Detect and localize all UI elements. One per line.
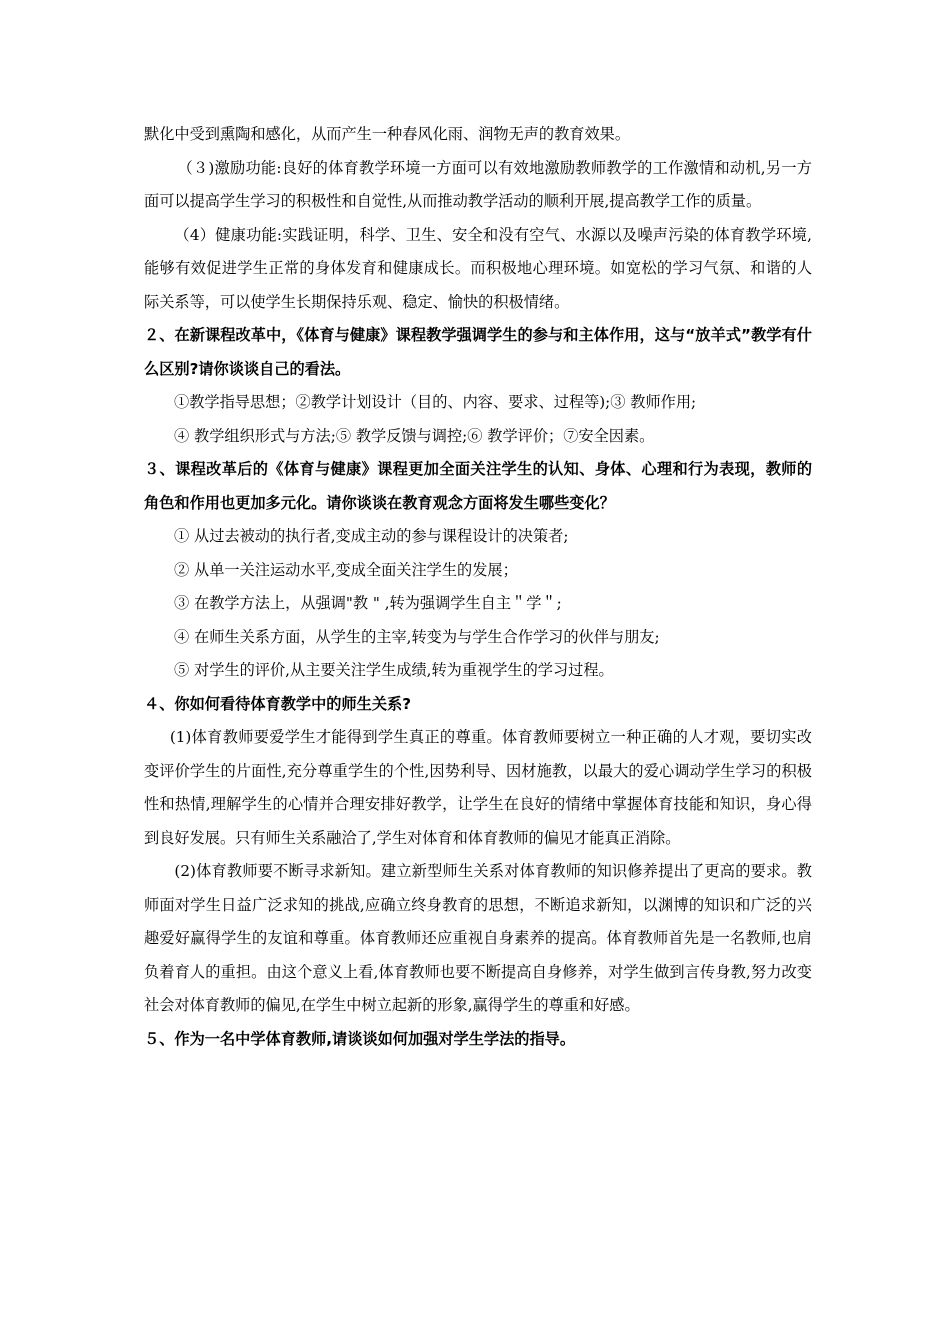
- question-heading-2: ２、在新课程改革中，《体育与健康》课程教学强调学生的参与和主体作用，这与“放羊式”教学有什么区别?请你谈谈自己的看法。: [144, 326, 812, 378]
- answer-list-item: ③ 在教学方法上，从强调"教 " ,转为强调学生自主＂学＂;: [174, 594, 562, 612]
- question-heading-3: ３、课程改革后的《体育与健康》课程更加全面关注学生的认知、身体、心理和行为表现，教师的角色和作用也更加多元化。请你谈谈在教育观念方面将发生哪些变化？: [144, 460, 812, 512]
- document-body: [144, 118, 812, 1056]
- question-heading-4: ４、你如何看待体育教学中的师生关系?: [144, 694, 411, 713]
- answer-list-item: ① 从过去被动的执行者,变成主动的参与课程设计的决策者;: [174, 527, 569, 545]
- answer-list-item: ①教学指导思想；②教学计划设计（目的、内容、要求、过程等);③ 教师作用;: [174, 393, 697, 411]
- paragraph-continuation: 默化中受到熏陶和感化，从而产生一种春风化雨、润物无声的教育效果。: [144, 125, 630, 143]
- answer-list-item: ④ 在师生关系方面，从学生的主宰,转变为与学生合作学习的伙伴与朋友;: [174, 627, 660, 646]
- paragraph-teacher-knowledge: (2)体育教师要不断寻求新知。建立新型师生关系对体育教师的知识修养提出了更高的要求。教师面对学生日益广泛求知的挑战,应确立终身教育的思想，不断追求新知，以渊博的知识和广泛的兴趣爱好赢得学生的友谊和尊重。体育教师还应重视自身素养的提高。体育教师首先是一名教师,也肩负着育人的重担。由这个意义上看,体育教师也要不断提高自身修养，对学生做到言传身教,努力改变社会对体育教师的偏见,在学生中树立起新的形象,赢得学生的尊重和好感。: [144, 862, 812, 1014]
- paragraph-motivation-function: （３)激励功能:良好的体育教学环境一方面可以有效地激励教师教学的工作激情和动机,另一方面可以提高学生学习的积极性和自觉性,从而推动教学活动的顺利开展,提高教学工作的质量。: [144, 158, 812, 210]
- question-heading-5: ５、作为一名中学体育教师,请谈谈如何加强对学生学法的指导。: [144, 1029, 576, 1048]
- answer-list-item: ② 从单一关注运动水平,变成全面关注学生的发展；: [174, 560, 518, 579]
- answer-list-item: ④ 教学组织形式与方法;⑤ 教学反馈与调控;⑥ 教学评价；⑦安全因素。: [174, 426, 655, 445]
- paragraph-health-function: （4）健康功能:实践证明，科学、卫生、安全和没有空气、水源以及噪声污染的体育教学环境,能够有效促进学生正常的身体发育和健康成长。而积极地心理环境。如宽松的学习气氛、和谐的人际关系等，可以使学生长期保持乐观、稳定、愉快的积极情绪。: [144, 225, 812, 311]
- answer-list-item: ⑤ 对学生的评价,从主要关注学生成绩,转为重视学生的学习过程。: [174, 661, 614, 679]
- paragraph-teacher-love: (1)体育教师要爱学生才能得到学生真正的尊重。体育教师要树立一种正确的人才观，要切实改变评价学生的片面性,充分尊重学生的个性,因势利导、因材施教，以最大的爱心调动学生学习的积极性和热情,理解学生的心情并合理安排好教学，让学生在良好的情绪中掌握体育技能和知识，身心得到良好发展。只有师生关系融洽了,学生对体育和体育教师的偏见才能真正消除。: [144, 728, 812, 847]
